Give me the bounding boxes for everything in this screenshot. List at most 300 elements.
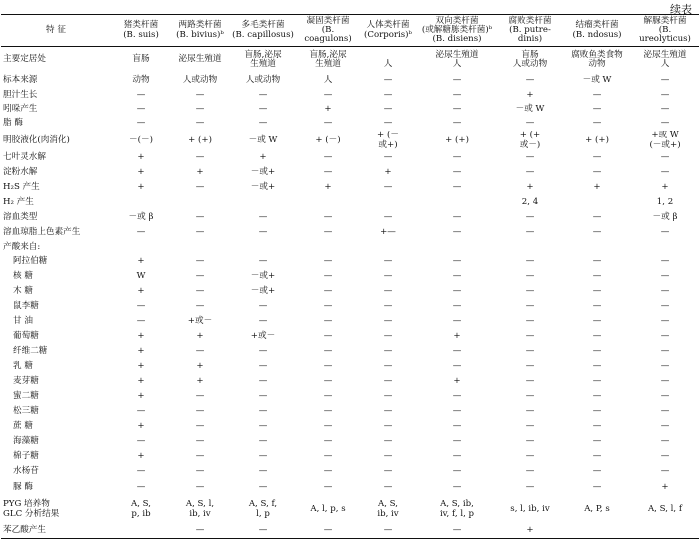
- table-row: [1, 226, 699, 241]
- table-row: [1, 89, 699, 103]
- table-cell: —: [660, 167, 670, 178]
- table-cell: [229, 241, 297, 255]
- table-cell: [171, 241, 229, 255]
- table-row: [1, 315, 699, 330]
- table-cell: A, S, l, ib, iv: [185, 499, 215, 519]
- row-feature-label: PYG 培养物 GLC 分析结果: [3, 499, 60, 519]
- table-row: [1, 131, 699, 151]
- table-cell: —: [383, 286, 393, 297]
- table-cell: —: [195, 212, 205, 223]
- table-cell: —: [525, 117, 535, 128]
- table-cell: —: [525, 391, 535, 402]
- table-cell: —: [258, 481, 268, 492]
- table-cell: —: [592, 361, 602, 372]
- table-cell: －或+: [250, 182, 276, 193]
- table-cell: —: [195, 182, 205, 193]
- table-row: [1, 151, 699, 166]
- table-cell: —: [323, 331, 333, 342]
- row-feature-label: 棉子糖: [13, 451, 39, 462]
- table-cell: —: [525, 346, 535, 357]
- table-cell: —: [525, 167, 535, 178]
- table-cell: +: [137, 152, 145, 163]
- table-cell: —: [660, 421, 670, 432]
- table-cell: —: [258, 376, 268, 387]
- table-cell: +: [196, 376, 204, 387]
- row-feature-label: 脂 酶: [3, 117, 23, 128]
- table-cell: —: [258, 346, 268, 357]
- table-cell: —: [383, 376, 393, 387]
- table-cell: —: [323, 481, 333, 492]
- table-cell: —: [525, 376, 535, 387]
- table-cell: —: [452, 271, 462, 282]
- table-cell: —: [171, 524, 229, 539]
- table-cell: [297, 241, 359, 255]
- row-feature-label: 鼠李糖: [13, 301, 39, 312]
- table-cell: —: [258, 89, 268, 100]
- row-feature-label: 主要定居处: [3, 54, 46, 65]
- table-cell: —: [525, 361, 535, 372]
- table-cell: —: [592, 421, 602, 432]
- row-feature-label: 蔗 糖: [13, 421, 33, 432]
- table-cell: +: [137, 376, 145, 387]
- table-cell: 动物: [132, 74, 150, 85]
- table-cell: —: [592, 316, 602, 327]
- table-cell: —: [525, 256, 535, 267]
- table-cell: —: [660, 391, 670, 402]
- table-cell: —: [660, 466, 670, 477]
- table-cell: —: [592, 212, 602, 223]
- table-cell: +或－: [187, 316, 213, 327]
- table-cell: A, S, l, f: [647, 503, 683, 514]
- table-cell: —: [452, 391, 462, 402]
- table-cell: —: [323, 391, 333, 402]
- table-row: [1, 330, 699, 345]
- row-feature-label: 淀粉水解: [3, 167, 38, 178]
- table-cell: —: [383, 466, 393, 477]
- table-cell: +: [137, 361, 145, 372]
- table-cell: —: [452, 451, 462, 462]
- table-row: [1, 166, 699, 181]
- table-cell: [417, 241, 497, 255]
- table-cell: —: [323, 89, 333, 100]
- table-cell: +: [196, 361, 204, 372]
- table-cell: —: [195, 301, 205, 312]
- table-cell: —: [525, 271, 535, 282]
- table-row: [1, 524, 699, 539]
- table-cell: —: [383, 391, 393, 402]
- table-cell: —: [323, 376, 333, 387]
- table-cell: —: [452, 436, 462, 447]
- table-row: [1, 103, 699, 117]
- table-cell: —: [258, 117, 268, 128]
- table-cell: + (+): [585, 134, 609, 145]
- table-cell: —: [592, 117, 602, 128]
- table-cell: —: [323, 227, 333, 238]
- characteristics-table: [1, 14, 699, 539]
- table-cell: —: [660, 286, 670, 297]
- table-row: [1, 300, 699, 315]
- table-cell: —: [660, 256, 670, 267]
- table-cell: —: [258, 227, 268, 238]
- table-cell: +: [259, 152, 267, 163]
- row-feature-label: 胆汁生长: [3, 89, 38, 100]
- table-cell: —: [136, 436, 146, 447]
- table-cell: —: [452, 212, 462, 223]
- table-cell: —: [195, 152, 205, 163]
- table-cell: —: [323, 466, 333, 477]
- table-cell: [111, 196, 171, 211]
- table-cell: —: [660, 316, 670, 327]
- table-cell: —: [195, 421, 205, 432]
- table-cell: —: [323, 301, 333, 312]
- table-cell: [171, 196, 229, 211]
- row-feature-label: 核 糖: [13, 271, 33, 282]
- table-cell: +: [137, 256, 145, 267]
- table-cell: +: [453, 331, 461, 342]
- table-cell: +: [526, 182, 534, 193]
- table-cell: —: [592, 103, 602, 114]
- table-row: [1, 465, 699, 480]
- table-cell: —: [195, 451, 205, 462]
- table-row: [1, 73, 699, 89]
- table-cell: —: [452, 74, 462, 85]
- table-cell: —: [383, 103, 393, 114]
- table-cell: —: [592, 376, 602, 387]
- table-cell: —: [323, 436, 333, 447]
- table-cell: —: [258, 406, 268, 417]
- table-cell: —: [660, 406, 670, 417]
- table-cell: 盲肠,泌尿 生殖道: [309, 49, 347, 69]
- table-cell: [417, 196, 497, 211]
- table-cell: 盲肠,泌尿 生殖道: [244, 49, 282, 69]
- table-cell: —: [452, 152, 462, 163]
- table-cell: —: [592, 227, 602, 238]
- table-cell: —: [452, 466, 462, 477]
- table-cell: —: [592, 466, 602, 477]
- table-cell: —: [258, 301, 268, 312]
- table-cell: +: [497, 524, 563, 539]
- row-feature-label: H₂S 产生: [3, 182, 40, 193]
- table-row: [1, 285, 699, 300]
- table-cell: —: [592, 331, 602, 342]
- table-cell: 人或动物: [245, 74, 281, 85]
- table-cell: —: [660, 89, 670, 100]
- row-feature-label: 七叶灵水解: [3, 152, 46, 163]
- table-cell: —: [258, 436, 268, 447]
- table-cell: —: [195, 391, 205, 402]
- table-cell: [563, 241, 631, 255]
- table-cell: [111, 241, 171, 255]
- table-row: [1, 390, 699, 405]
- row-feature-label: 葡萄糖: [13, 331, 39, 342]
- table-cell: －(－): [129, 134, 153, 145]
- table-cell: A, S, ib, iv: [377, 499, 399, 519]
- row-feature-label: 乳 糖: [13, 361, 33, 372]
- header-feature: 特 征: [1, 15, 111, 47]
- table-cell: —: [323, 167, 333, 178]
- table-cell: —: [258, 391, 268, 402]
- table-cell: —: [383, 117, 393, 128]
- table-cell: +或 W (－或+): [649, 130, 681, 150]
- table-cell: —: [592, 391, 602, 402]
- table-row: [1, 360, 699, 375]
- table-cell: —: [258, 451, 268, 462]
- table-cell: 2, 4: [521, 197, 539, 208]
- row-feature-label: 甘 油: [13, 316, 33, 327]
- table-cell: —: [660, 117, 670, 128]
- table-cell: [631, 241, 699, 255]
- table-row: [1, 345, 699, 360]
- table-cell: —: [525, 227, 535, 238]
- table-cell: —: [136, 227, 146, 238]
- table-cell: —: [195, 103, 205, 114]
- table-cell: —: [660, 152, 670, 163]
- table-cell: +: [661, 481, 669, 492]
- table-cell: —: [359, 524, 417, 539]
- table-cell: +: [137, 331, 145, 342]
- table-cell: —: [136, 316, 146, 327]
- table-cell: —: [660, 271, 670, 282]
- table-cell: +: [196, 331, 204, 342]
- table-cell: —: [383, 256, 393, 267]
- table-cell: —: [323, 316, 333, 327]
- table-cell: +: [324, 182, 332, 193]
- table-cell: +: [593, 182, 601, 193]
- table-cell: + (+): [445, 134, 469, 145]
- table-cell: —: [195, 227, 205, 238]
- table-cell: —: [297, 524, 359, 539]
- table-cell: —: [383, 316, 393, 327]
- table-cell: —: [383, 436, 393, 447]
- table-cell: —: [195, 117, 205, 128]
- row-feature-label: 纤维二糖: [13, 346, 48, 357]
- header-species-4: 凝固类杆菌 (B. coagulons): [297, 15, 359, 47]
- table-cell: —: [592, 89, 602, 100]
- row-feature-label: 溶血琼脂上色素产生: [3, 227, 81, 238]
- table-cell: [359, 196, 417, 211]
- row-feature-label: 阿拉伯糖: [13, 256, 48, 267]
- table-cell: －或+: [250, 271, 276, 282]
- header-species-6: 双向类杆菌 (或解糖胨类杆菌)ᵇ (B. disiens): [417, 15, 497, 47]
- table-cell: —: [323, 286, 333, 297]
- header-species-5: 人体类杆菌 (Corporis)ᵇ: [359, 15, 417, 47]
- table-cell: W: [136, 271, 146, 282]
- table-row: [1, 196, 699, 211]
- table-cell: —: [525, 466, 535, 477]
- row-feature-label: 明胶液化(肉消化): [3, 134, 70, 145]
- table-header-row: [1, 15, 699, 47]
- table-cell: —: [323, 406, 333, 417]
- table-cell: —: [136, 89, 146, 100]
- table-cell: [297, 196, 359, 211]
- table-cell: + (－): [315, 134, 341, 145]
- table-cell: +: [384, 167, 392, 178]
- table-cell: —: [592, 346, 602, 357]
- table-body: [1, 47, 699, 539]
- table-cell: —: [592, 436, 602, 447]
- table-cell: —: [592, 167, 602, 178]
- table-cell: —: [525, 152, 535, 163]
- table-cell: —: [258, 256, 268, 267]
- table-cell: +—: [380, 227, 396, 238]
- table-cell: —: [452, 256, 462, 267]
- table-cell: －或 β: [128, 212, 154, 223]
- table-cell: —: [525, 451, 535, 462]
- table-cell: —: [383, 406, 393, 417]
- table-cell: －或 β: [652, 212, 678, 223]
- table-cell: —: [660, 227, 670, 238]
- row-feature-label: 吲哚产生: [3, 103, 38, 114]
- table-cell: —: [323, 361, 333, 372]
- table-cell: —: [592, 451, 602, 462]
- table-cell: —: [452, 406, 462, 417]
- header-species-2: 两路类杆菌 (B. bivius)ᵇ: [171, 15, 229, 47]
- table-cell: +: [137, 182, 145, 193]
- table-cell: —: [383, 89, 393, 100]
- table-cell: —: [452, 481, 462, 492]
- table-cell: —: [525, 74, 535, 85]
- table-cell: —: [592, 152, 602, 163]
- table-cell: —: [660, 74, 670, 85]
- table-cell: + (+ 或－): [519, 130, 541, 150]
- table-cell: —: [258, 316, 268, 327]
- table-cell: —: [258, 212, 268, 223]
- table-cell: —: [195, 346, 205, 357]
- table-row: [1, 255, 699, 270]
- table-cell: 泌尿生殖道: [178, 54, 222, 65]
- table-cell: + (+): [188, 134, 212, 145]
- table-cell: —: [525, 212, 535, 223]
- table-cell: —: [452, 103, 462, 114]
- table-cell: —: [525, 301, 535, 312]
- table-cell: —: [383, 331, 393, 342]
- table-cell: —: [660, 436, 670, 447]
- row-feature-label: 苯乙酸产生: [1, 524, 111, 539]
- row-feature-label: 产酸来自:: [3, 241, 41, 252]
- table-cell: —: [229, 524, 297, 539]
- table-row: [1, 420, 699, 435]
- table-cell: 泌尿生殖道 人: [435, 49, 479, 69]
- table-cell: —: [452, 361, 462, 372]
- table-cell: —: [452, 301, 462, 312]
- table-row: [1, 270, 699, 285]
- table-cell: —: [383, 301, 393, 312]
- table-cell: —: [136, 103, 146, 114]
- table-cell: —: [195, 286, 205, 297]
- table-cell: —: [660, 376, 670, 387]
- table-cell: —: [452, 167, 462, 178]
- table-cell: 人: [383, 58, 393, 69]
- table-cell: －或+: [250, 286, 276, 297]
- table-cell: [111, 524, 171, 539]
- table-cell: —: [525, 316, 535, 327]
- table-cell: —: [660, 451, 670, 462]
- table-cell: —: [195, 436, 205, 447]
- row-feature-label: 麦芽糖: [13, 376, 39, 387]
- table-row: [1, 435, 699, 450]
- table-row: [1, 241, 699, 255]
- table-cell: —: [383, 361, 393, 372]
- header-species-8: 结瘤类杆菌 (B. ndosus): [563, 15, 631, 47]
- table-cell: +: [137, 286, 145, 297]
- table-cell: —: [136, 117, 146, 128]
- table-cell: —: [136, 466, 146, 477]
- table-cell: A, S, ib, iv, f, l, p: [439, 499, 475, 519]
- table-cell: +: [137, 421, 145, 432]
- table-cell: A, S, p, ib: [131, 499, 151, 519]
- table-cell: —: [383, 481, 393, 492]
- table-cell: 泌尿生殖道 人: [643, 49, 687, 69]
- row-feature-label: H₂ 产生: [3, 197, 34, 208]
- table-cell: —: [592, 406, 602, 417]
- table-cell: —: [195, 271, 205, 282]
- table-cell: —: [525, 436, 535, 447]
- table-cell: —: [452, 286, 462, 297]
- table-cell: —: [323, 346, 333, 357]
- table-cell: —: [660, 103, 670, 114]
- table-cell: —: [452, 421, 462, 432]
- table-cell: +: [137, 346, 145, 357]
- row-feature-label: 海藻糖: [13, 436, 39, 447]
- table-cell: 人或动物: [182, 74, 218, 85]
- table-cell: —: [323, 212, 333, 223]
- table-cell: A, l, p, s: [310, 503, 346, 514]
- table-cell: 盲肠 人或动物: [512, 49, 548, 69]
- row-feature-label: 脲 酶: [13, 481, 33, 492]
- table-cell: —: [660, 301, 670, 312]
- table-cell: —: [323, 451, 333, 462]
- table-cell: +: [137, 391, 145, 402]
- table-cell: —: [258, 103, 268, 114]
- row-feature-label: 水杨苷: [13, 466, 39, 477]
- table-cell: —: [323, 271, 333, 282]
- table-cell: —: [660, 346, 670, 357]
- row-feature-label: 蜜二糖: [13, 391, 39, 402]
- header-species-1: 猪类杆菌 (B. suis): [111, 15, 171, 47]
- table-cell: +: [137, 451, 145, 462]
- table-row: [1, 450, 699, 465]
- table-row: [1, 181, 699, 196]
- table-cell: —: [323, 117, 333, 128]
- table-cell: －或 W: [515, 103, 545, 114]
- table-cell: —: [136, 481, 146, 492]
- table-cell: +: [526, 89, 534, 100]
- table-cell: —: [195, 256, 205, 267]
- row-feature-label: 木 糖: [13, 286, 33, 297]
- table-cell: —: [258, 466, 268, 477]
- table-cell: +: [324, 103, 332, 114]
- table-row: [1, 375, 699, 390]
- row-feature-label: 溶血类型: [3, 212, 38, 223]
- table-cell: 人: [323, 74, 333, 85]
- table-cell: —: [383, 152, 393, 163]
- table-cell: —: [660, 361, 670, 372]
- table-cell: s, l, ib, iv: [510, 503, 550, 514]
- table-cell: [497, 241, 563, 255]
- table-cell: —: [452, 117, 462, 128]
- table-cell: —: [195, 406, 205, 417]
- table-row: [1, 480, 699, 496]
- table-cell: —: [383, 346, 393, 357]
- table-cell: －或 W: [582, 74, 612, 85]
- table-row: [1, 117, 699, 131]
- table-cell: －或 W: [248, 134, 278, 145]
- table-cell: —: [136, 406, 146, 417]
- table-cell: —: [592, 286, 602, 297]
- table-cell: —: [525, 481, 535, 492]
- table-cell: [631, 524, 699, 539]
- table-cell: —: [323, 256, 333, 267]
